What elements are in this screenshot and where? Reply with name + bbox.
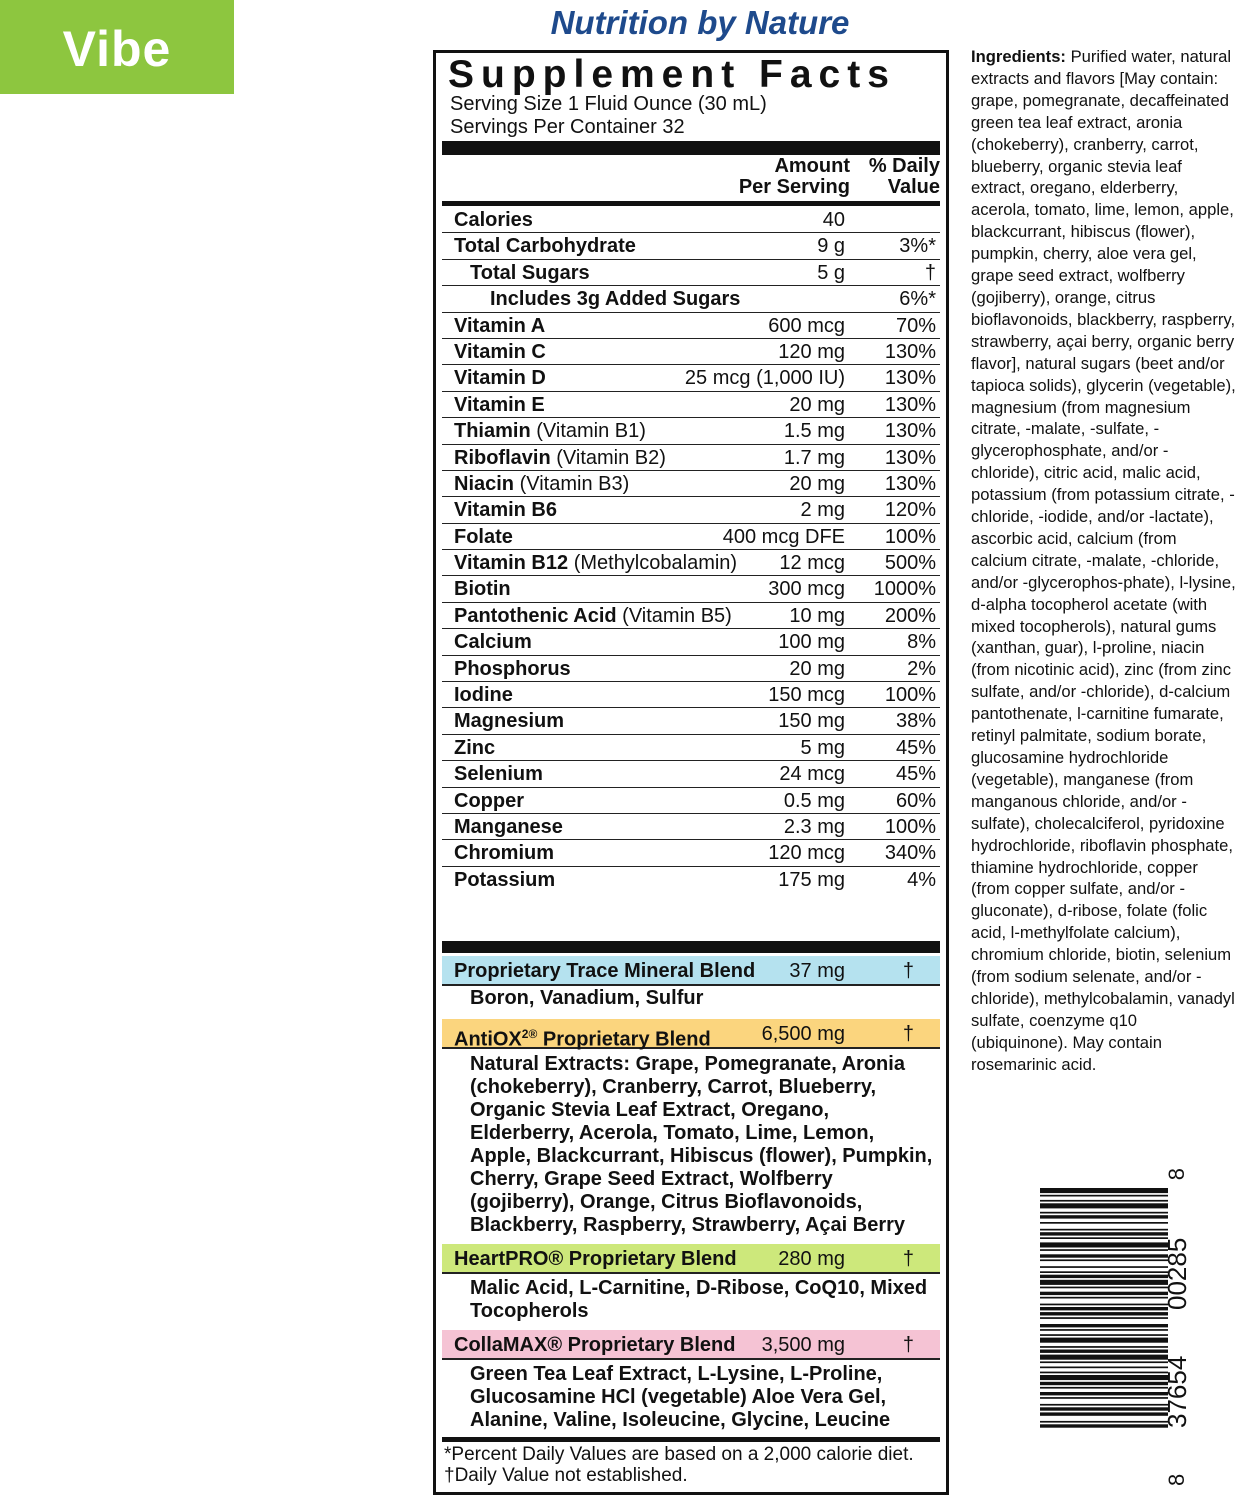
nutrient-subname: (Vitamin B5)	[622, 604, 732, 627]
blend-name: HeartPRO® Proprietary Blend	[454, 1248, 737, 1270]
nutrient-name	[454, 392, 545, 418]
nutrient-daily-value: 3%*	[899, 235, 936, 258]
blend-daily-value: †	[902, 1334, 914, 1356]
barcode-bars	[1040, 1188, 1168, 1428]
nutrient-daily-value: 120%	[884, 499, 936, 522]
nutrient-name-bold: Magnesium	[454, 710, 565, 733]
nutrient-row	[442, 656, 940, 682]
ingredients-list: Purified water, natural extracts and flavors [May contain: grape, pomegranate, decaffeinated green tea leaf extract, aronia (chokeberry), cranberry, carrot, blueberry, organic stevia leaf extract, oregano, elderberry, acerola, tomato, lime, lemon, apple, blackcurrant, hibiscus (flower), pumpkin, cherry, aloe vera gel, grape seed extract, wolfberry (gojiberry), orange, citrus bioflavonoids, blackberry, raspberry, strawberry, açai berry, organic berry flavor], natural sugars (beet and/or tapioca solids), glycerin (vegetable), magnesium (from magnesium citrate, -malate, -sulfate, -glycerophosphate, and/or -chloride), citric acid, malic acid, potassium (from potassium citrate, -chloride, -iodide, and/or -lactate), ascorbic acid, calcium (from calcium citrate, -malate, -chloride, and/or -glycerophos-phate), l-lysine, d-alpha tocopherol acetate (with mixed tocopherols), natural gums (xanthan, guar), l-proline, niacin (from nicotinic acid), zinc (from zinc sulfate, and/or -chloride), d-calcium pantothenate, l-carnitine fumarate, retinyl palmitate, sodium borate, glucosamine hydrochloride (vegetable), manganese (from manganous chloride, and/or -sulfate), cholecalciferol, pyridoxine hydrochloride, riboflavin phosphate, thiamine hydrochloride, copper (from copper sulfate, and/or -gluconate), d-ribose, folate (folic acid, l-methylfolate calcium), chromium chloride, biotin, selenium (from sodium selenate, and/or -chloride), methylcobalamin, vanadyl sulfate, coenzyme q10 (ubiquinone). May contain rosemarinic acid.	[971, 47, 1236, 1074]
nutrient-name-bold: Chromium	[454, 842, 554, 865]
brand-badge-text: Vibe	[62, 21, 172, 77]
nutrient-amount: 9 g	[817, 235, 845, 258]
barcode-bar	[1040, 1249, 1168, 1251]
nutrient-name	[454, 313, 545, 339]
barcode-bar	[1040, 1287, 1168, 1289]
nutrient-amount: 1.7 mg	[783, 446, 845, 469]
nutrient-daily-value: 130%	[884, 446, 936, 469]
nutrient-name-bold: Selenium	[454, 763, 543, 786]
blend-trace-mineral-header	[442, 956, 940, 986]
nutrient-amount: 1.5 mg	[783, 420, 845, 443]
nutrient-daily-value: 38%	[895, 710, 936, 733]
nutrient-amount: 20 mg	[789, 657, 845, 680]
barcode-bar	[1040, 1203, 1168, 1208]
barcode-bar	[1040, 1275, 1168, 1278]
nutrient-daily-value: 45%	[895, 763, 936, 786]
column-header-dv-line1: % Daily	[868, 155, 940, 177]
nutrient-name	[454, 339, 546, 365]
barcode-digit-left: 8	[1164, 1168, 1189, 1181]
nutrient-name-bold: Vitamin B6	[454, 499, 557, 522]
nutrient-name	[454, 656, 571, 682]
nutrient-row	[442, 682, 940, 708]
nutrient-name-bold: Potassium	[454, 868, 556, 891]
nutrient-name-bold: Phosphorus	[454, 657, 571, 680]
nutrient-amount: 40	[822, 209, 845, 231]
barcode-bar	[1040, 1212, 1168, 1214]
nutrient-amount: 5 mg	[800, 736, 845, 759]
divider-medium	[442, 201, 940, 206]
nutrient-subname: (Methylcobalamin)	[573, 552, 738, 575]
nutrient-amount: 24 mcg	[779, 763, 845, 786]
barcode-bar	[1040, 1346, 1168, 1348]
nutrient-name	[454, 603, 732, 629]
blend-name	[454, 1019, 711, 1055]
barcode-bar	[1040, 1222, 1168, 1224]
nutrient-name-bold: Thiamin	[454, 420, 531, 443]
barcode-bar	[1040, 1266, 1168, 1268]
nutrient-row	[442, 286, 940, 312]
barcode-digits-2: 00285	[1162, 1237, 1192, 1310]
nutrient-name	[454, 207, 533, 233]
column-header-daily-value	[869, 156, 940, 198]
nutrient-row	[442, 603, 940, 629]
nutrient-row	[442, 814, 940, 840]
barcode-bar	[1040, 1361, 1168, 1363]
barcode-bar	[1040, 1304, 1168, 1306]
nutrient-amount: 20 mg	[789, 393, 845, 416]
nutrient-row	[442, 392, 940, 418]
nutrient-row	[442, 497, 940, 523]
barcode-bar	[1040, 1292, 1168, 1295]
nutrient-daily-value: 45%	[895, 736, 936, 759]
nutrient-name	[490, 286, 740, 312]
barcode-bar	[1040, 1382, 1168, 1385]
footnote-daily-values: *Percent Daily Values are based on a 2,000 calorie diet.	[444, 1444, 914, 1465]
nutrient-name-bold: Niacin	[454, 472, 515, 495]
nutrient-name	[454, 629, 532, 655]
divider-thick	[442, 141, 940, 155]
nutrient-row	[442, 735, 940, 761]
barcode-bar	[1040, 1271, 1168, 1273]
nutrient-row	[442, 365, 940, 391]
barcode-bar	[1040, 1421, 1168, 1423]
nutrient-daily-value: 500%	[884, 552, 936, 575]
nutrient-row	[442, 418, 940, 444]
nutrient-row	[442, 445, 940, 471]
nutrient-name-bold: Iodine	[454, 684, 513, 707]
nutrient-name	[454, 867, 555, 893]
blend-collamax-contents: Green Tea Leaf Extract, L-Lysine, L-Proline, Glucosamine HCl (vegetable) Aloe Vera Gel, Alanine, Valine, Isoleucine, Glycine, Leucine	[470, 1363, 891, 1431]
nutrient-name-bold: Folate	[454, 525, 513, 548]
ingredients-label: Ingredients:	[971, 47, 1066, 66]
nutrient-name	[454, 814, 563, 840]
nutrient-name	[454, 761, 543, 787]
blend-amount: 6,500 mg	[761, 1023, 845, 1045]
nutrient-daily-value: 130%	[884, 340, 936, 363]
nutrient-row	[442, 761, 940, 787]
nutrient-name-bold: Copper	[454, 789, 524, 812]
nutrient-name-bold: Includes 3g Added Sugars	[490, 288, 741, 311]
barcode-bar	[1040, 1355, 1168, 1360]
serving-size: Serving Size 1 Fluid Ounce (30 mL)	[450, 93, 767, 115]
nutrient-amount: 0.5 mg	[783, 789, 845, 812]
facts-title: Supplement Facts	[448, 53, 896, 96]
nutrient-name-bold: Vitamin E	[454, 393, 545, 416]
column-header-amount-line1: Amount	[774, 155, 850, 177]
nutrient-daily-value: †	[924, 261, 936, 284]
blend-amount: 37 mg	[789, 960, 845, 982]
nutrient-daily-value: 1000%	[873, 578, 936, 601]
barcode-bar	[1040, 1387, 1168, 1389]
nutrient-amount: 120 mg	[778, 340, 845, 363]
nutrient-daily-value: 8%	[907, 631, 936, 654]
nutrient-amount: 5 g	[817, 261, 845, 284]
nutrient-name-bold: Biotin	[454, 578, 511, 601]
nutrient-amount: 100 mg	[778, 631, 845, 654]
barcode-bar	[1040, 1280, 1168, 1285]
nutrient-daily-value: 2%	[907, 657, 936, 680]
nutrient-name	[454, 365, 546, 391]
nutrient-daily-value: 4%	[907, 868, 936, 891]
nutrient-row	[442, 867, 940, 893]
barcode	[1040, 1160, 1204, 1490]
nutrient-name-bold: Vitamin A	[454, 314, 546, 337]
nutrient-subname: (Vitamin B2)	[556, 446, 666, 469]
nutrient-name	[454, 550, 737, 576]
barcode-digits-1: 37654	[1162, 1355, 1192, 1428]
barcode-bar	[1040, 1375, 1168, 1380]
barcode-bar	[1040, 1229, 1168, 1231]
barcode-bar	[1040, 1195, 1168, 1197]
nutrient-daily-value: 60%	[895, 789, 936, 812]
blend-heartpro-contents: Malic Acid, L-Carnitine, D-Ribose, CoQ10, Mixed Tocopherols	[470, 1277, 928, 1322]
barcode-bar	[1040, 1254, 1168, 1257]
nutrient-name	[454, 682, 513, 708]
barcode-bar	[1040, 1188, 1168, 1193]
blend-trace-mineral-contents: Boron, Vanadium, Sulfur	[470, 987, 704, 1009]
barcode-bar	[1040, 1407, 1168, 1410]
nutrient-table	[436, 207, 946, 893]
barcode-bar	[1040, 1392, 1168, 1395]
nutrient-row	[442, 550, 940, 576]
blend-daily-value: †	[902, 1023, 914, 1045]
nutrient-amount: 2.3 mg	[783, 815, 845, 838]
barcode-bar	[1040, 1350, 1168, 1353]
barcode-bar	[1040, 1372, 1168, 1374]
nutrient-name-bold: Vitamin C	[454, 340, 546, 363]
servings-per-container: Servings Per Container 32	[450, 116, 685, 138]
blend-antiox-header	[442, 1019, 940, 1049]
nutrient-subname: (Vitamin B3)	[519, 472, 630, 495]
nutrient-name-bold: Calcium	[454, 631, 532, 654]
barcode-digit-right: 8	[1164, 1473, 1189, 1486]
nutrient-row	[442, 524, 940, 550]
nutrient-row	[442, 260, 940, 286]
nutrient-name	[454, 735, 495, 761]
barcode-bar	[1040, 1397, 1168, 1399]
nutrient-row	[442, 313, 940, 339]
column-header-amount-line2: Per Serving	[738, 176, 850, 198]
nutrient-amount: 2 mg	[800, 499, 845, 522]
nutrient-amount: 150 mg	[778, 710, 845, 733]
nutrient-row	[442, 708, 940, 734]
nutrient-name	[454, 497, 557, 523]
blend-amount: 280 mg	[778, 1248, 845, 1270]
divider-thick	[442, 941, 940, 953]
barcode-bar	[1040, 1259, 1168, 1261]
barcode-bar	[1040, 1317, 1168, 1319]
blend-amount: 3,500 mg	[761, 1334, 845, 1356]
blend-name: CollaMAX® Proprietary Blend	[454, 1334, 736, 1356]
nutrient-daily-value: 130%	[884, 472, 936, 495]
nutrient-daily-value: 130%	[884, 393, 936, 416]
nutrient-amount: 175 mg	[778, 868, 845, 891]
barcode-bar	[1040, 1334, 1168, 1336]
nutrient-row	[442, 840, 940, 866]
barcode-bar	[1040, 1324, 1168, 1327]
nutrient-name-bold: Vitamin B12	[454, 552, 569, 575]
nutrient-amount: 20 mg	[789, 472, 845, 495]
barcode-bar	[1040, 1338, 1168, 1343]
nutrient-daily-value: 200%	[884, 604, 936, 627]
nutrient-row	[442, 788, 940, 814]
nutrient-amount: 120 mcg	[768, 842, 845, 865]
nutrient-name	[454, 471, 629, 497]
nutrient-name-bold: Calories	[454, 209, 533, 231]
nutrient-name-bold: Manganese	[454, 815, 563, 838]
blend-name-part: Proprietary Blend	[537, 1028, 711, 1051]
nutrient-name-bold: Vitamin D	[454, 367, 546, 390]
barcode-bar	[1040, 1312, 1168, 1315]
barcode-bar	[1040, 1404, 1168, 1406]
nutrient-subname: (Vitamin B1)	[536, 420, 646, 443]
nutrient-name	[454, 445, 666, 471]
header-title: Nutrition by Nature	[550, 4, 850, 41]
supplement-facts-panel	[433, 50, 949, 1495]
blend-daily-value: †	[902, 1248, 914, 1270]
barcode-bar	[1040, 1215, 1168, 1218]
barcode-bar	[1040, 1232, 1168, 1235]
nutrient-name	[454, 524, 513, 550]
nutrient-amount: 12 mcg	[779, 552, 845, 575]
nutrient-daily-value: 100%	[884, 684, 936, 707]
nutrient-name	[454, 708, 564, 734]
nutrient-amount: 25 mcg (1,000 IU)	[684, 367, 845, 390]
barcode-bar	[1040, 1237, 1168, 1239]
column-header-amount	[739, 156, 850, 198]
nutrient-daily-value: 100%	[884, 525, 936, 548]
nutrient-row	[442, 629, 940, 655]
nutrient-daily-value: 130%	[884, 420, 936, 443]
nutrient-daily-value: 130%	[884, 367, 936, 390]
nutrient-name	[454, 840, 554, 866]
blend-daily-value: †	[902, 960, 914, 982]
nutrient-daily-value: 340%	[884, 842, 936, 865]
nutrient-name	[454, 233, 636, 259]
barcode-bar	[1040, 1329, 1168, 1331]
nutrient-name-bold: Pantothenic Acid	[454, 604, 617, 627]
barcode-bar	[1040, 1412, 1168, 1415]
blend-heartpro-header	[442, 1244, 940, 1274]
blend-antiox-contents: Natural Extracts: Grape, Pomegranate, Aronia (chokeberry), Cranberry, Carrot, Blueberry, Organic Stevia Leaf Extract, Oregano, Elderberry, Acerola, Tomato, Lime, Lemon, Apple, Blackcurrant, Hibiscus (flower), Pumpkin, Cherry, Grape Seed Extract, Wolfberry (gojiberry), Orange, Citrus Bioflavonoids, Blackberry, Raspberry, Strawberry, Açai Berry	[470, 1053, 933, 1236]
nutrient-amount: 10 mg	[789, 604, 845, 627]
nutrient-row	[442, 233, 940, 259]
nutrient-row	[442, 576, 940, 602]
blend-name-superscript: 2®	[521, 1027, 538, 1041]
nutrient-name-bold: Total Carbohydrate	[454, 235, 636, 258]
ingredients-text	[971, 46, 1236, 1076]
nutrient-name-bold: Zinc	[454, 736, 496, 759]
nutrient-name	[454, 418, 646, 444]
nutrient-daily-value: 100%	[884, 815, 936, 838]
barcode-bar	[1040, 1424, 1168, 1427]
nutrient-amount: 150 mcg	[768, 684, 845, 707]
nutrient-row	[442, 207, 940, 233]
barcode-bar	[1040, 1297, 1168, 1299]
nutrient-row	[442, 339, 940, 365]
blend-collamax-header	[442, 1330, 940, 1360]
nutrient-name	[470, 260, 590, 286]
nutrient-name-bold: Total Sugars	[470, 261, 590, 284]
blend-name: Proprietary Trace Mineral Blend	[454, 960, 756, 982]
column-header-dv-line2: Value	[887, 176, 940, 198]
brand-badge	[0, 0, 234, 94]
nutrient-daily-value: 6%*	[899, 288, 936, 311]
barcode-bar	[1040, 1200, 1168, 1202]
barcode-bar	[1040, 1242, 1168, 1247]
nutrient-amount: 400 mcg DFE	[722, 525, 845, 548]
footnote-not-established: †Daily Value not established.	[444, 1465, 688, 1486]
blend-name-part: AntiOX	[454, 1028, 522, 1051]
nutrient-amount: 300 mcg	[768, 578, 845, 601]
nutrient-name	[454, 576, 511, 602]
nutrient-name	[454, 788, 524, 814]
nutrient-row	[442, 471, 940, 497]
divider-medium	[442, 1437, 940, 1442]
barcode-bar	[1040, 1307, 1168, 1310]
nutrient-amount: 600 mcg	[768, 314, 845, 337]
barcode-bar	[1040, 1367, 1168, 1369]
nutrient-daily-value: 70%	[895, 314, 936, 337]
nutrient-name-bold: Riboflavin	[454, 446, 551, 469]
